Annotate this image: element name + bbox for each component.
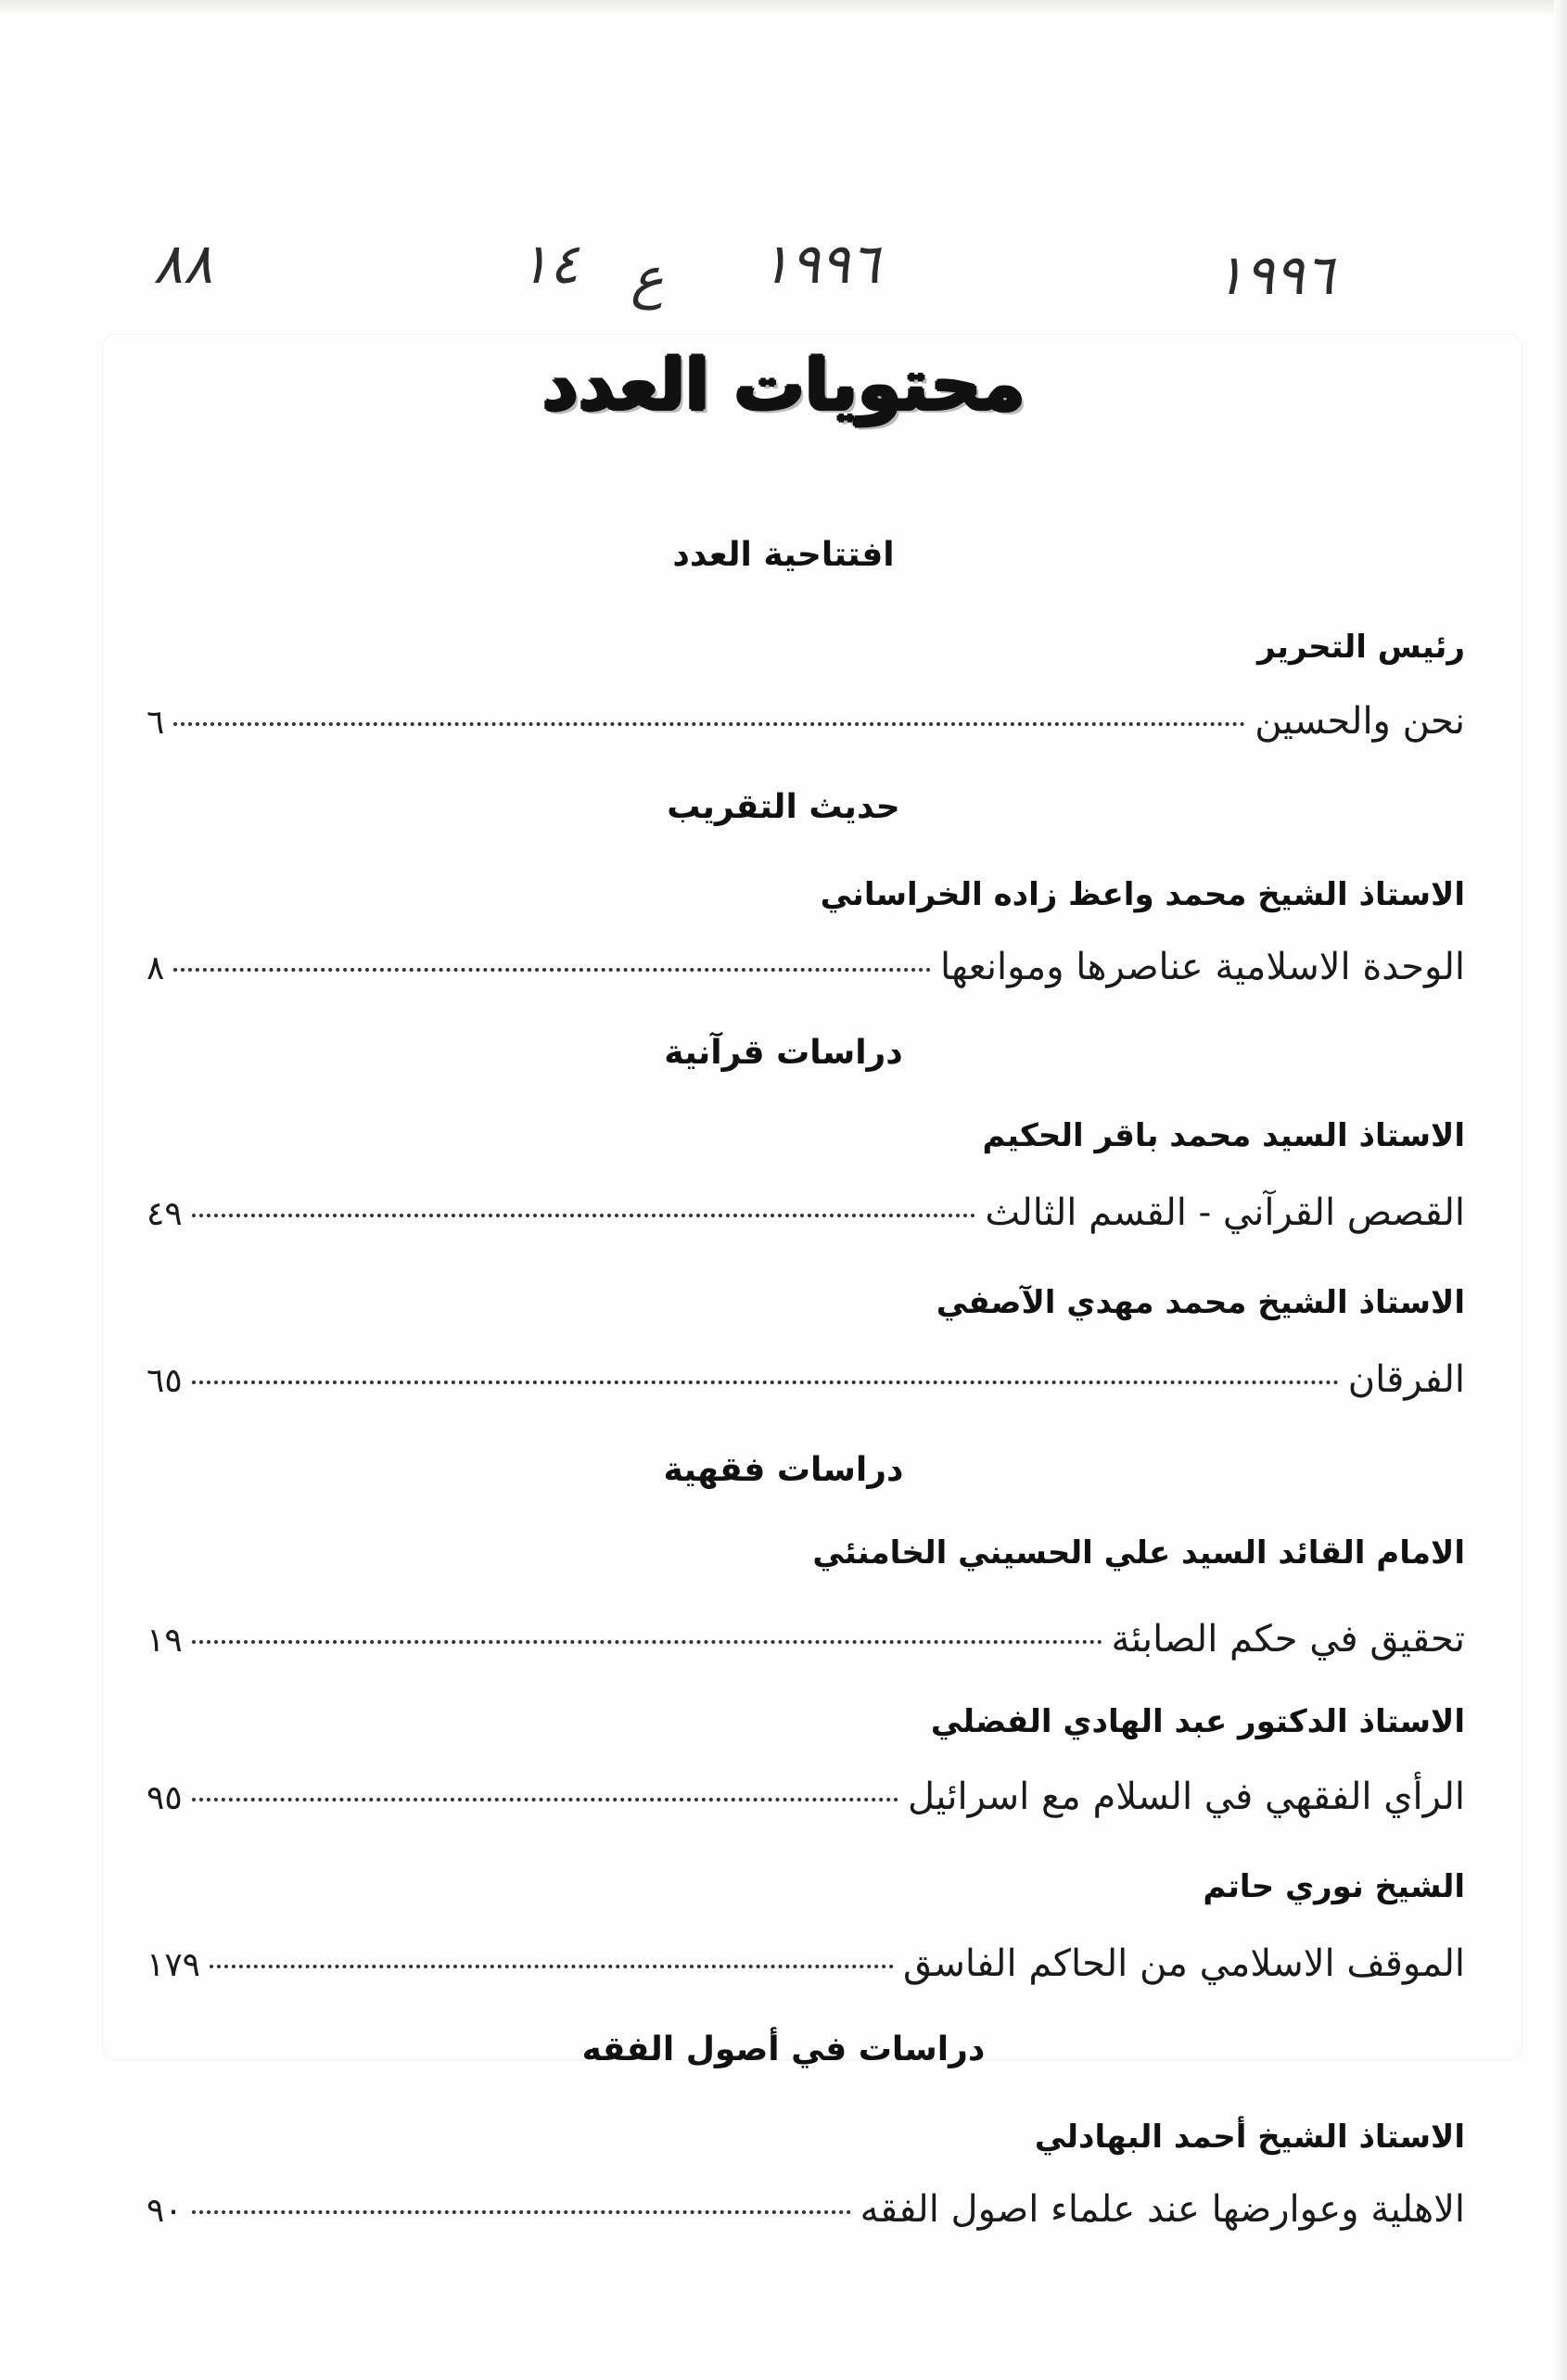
dot-leader (210, 1965, 894, 1968)
dot-leader (192, 1214, 976, 1217)
toc-entry[interactable] (147, 1191, 1465, 1247)
entry-author: الاستاذ الدكتور عبد الهادي الفضلي (930, 1703, 1465, 1740)
entry-author: الشيخ نوري حاتم (1203, 1868, 1465, 1905)
toc-entry[interactable] (147, 1775, 1465, 1831)
entry-author: رئيس التحرير (1257, 629, 1465, 666)
toc-entry[interactable] (147, 1942, 1465, 1998)
entry-title: تحقيق في حكم الصابئة (1111, 1618, 1465, 1661)
dot-leader (192, 1640, 1102, 1644)
entry-title: الموقف الاسلامي من الحاكم الفاسق (903, 1942, 1465, 1985)
toc-entry[interactable] (147, 700, 1465, 756)
dot-leader (192, 1381, 1339, 1384)
toc-entry[interactable] (147, 946, 1465, 1001)
entry-page-number: ٦ (147, 704, 165, 742)
entry-page-number: ٦٥ (147, 1362, 183, 1400)
entry-page-number: ٩٥ (147, 1779, 183, 1817)
entry-author: الاستاذ الشيخ محمد مهدي الآصفي (936, 1284, 1465, 1321)
toc-entry[interactable] (147, 1358, 1465, 1414)
section-heading: حديث التقريب (667, 788, 900, 826)
scan-top-shade (0, 0, 1567, 17)
handwritten-issue-number: ١٤ (519, 232, 580, 297)
section-heading: افتتاحية العدد (672, 536, 895, 574)
entry-page-number: ٨ (147, 949, 165, 987)
entry-author: الاستاذ الشيخ أحمد البهادلي (1034, 2119, 1465, 2156)
entry-title: الفرقان (1347, 1358, 1465, 1401)
entry-page-number: ٩٠ (147, 2192, 183, 2230)
section-heading: دراسات قرآنية (664, 1034, 903, 1072)
section-heading: دراسات فقهية (663, 1451, 904, 1489)
entry-page-number: ٤٩ (147, 1195, 183, 1233)
entry-author: الامام القائد السيد علي الحسيني الخامنئي (812, 1534, 1465, 1572)
page-title: محتويات العدد (541, 343, 1026, 426)
handwritten-year-middle: ١٩٩٦ (760, 232, 880, 297)
section-heading: دراسات في أصول الفقه (581, 2030, 986, 2068)
dot-leader (192, 1798, 898, 1801)
dot-leader (173, 968, 931, 972)
toc-entry[interactable] (147, 1618, 1465, 1674)
entry-page-number: ١٧٩ (147, 1946, 201, 1984)
toc-entry[interactable] (147, 2188, 1465, 2244)
entry-title: القصص القرآني - القسم الثالث (985, 1191, 1465, 1234)
entry-author: الاستاذ الشيخ محمد واعظ زاده الخراساني (820, 876, 1465, 913)
handwritten-number-left: ٨٨ (153, 232, 213, 297)
handwritten-year-right: ١٩٩٦ (1215, 243, 1334, 308)
dot-leader (192, 2210, 851, 2214)
entry-title: الوحدة الاسلامية عناصرها وموانعها (939, 946, 1465, 988)
dot-leader (173, 722, 1245, 726)
entry-title: الاهلية وعوارضها عند علماء اصول الفقه (860, 2188, 1465, 2231)
entry-title: الرأي الفقهي في السلام مع اسرائيل (907, 1775, 1465, 1818)
entry-author: الاستاذ السيد محمد باقر الحكيم (982, 1117, 1465, 1154)
entry-page-number: ١٩ (147, 1622, 183, 1660)
handwritten-issue-letter: ع (631, 246, 664, 311)
entry-title: نحن والحسين (1255, 700, 1465, 743)
